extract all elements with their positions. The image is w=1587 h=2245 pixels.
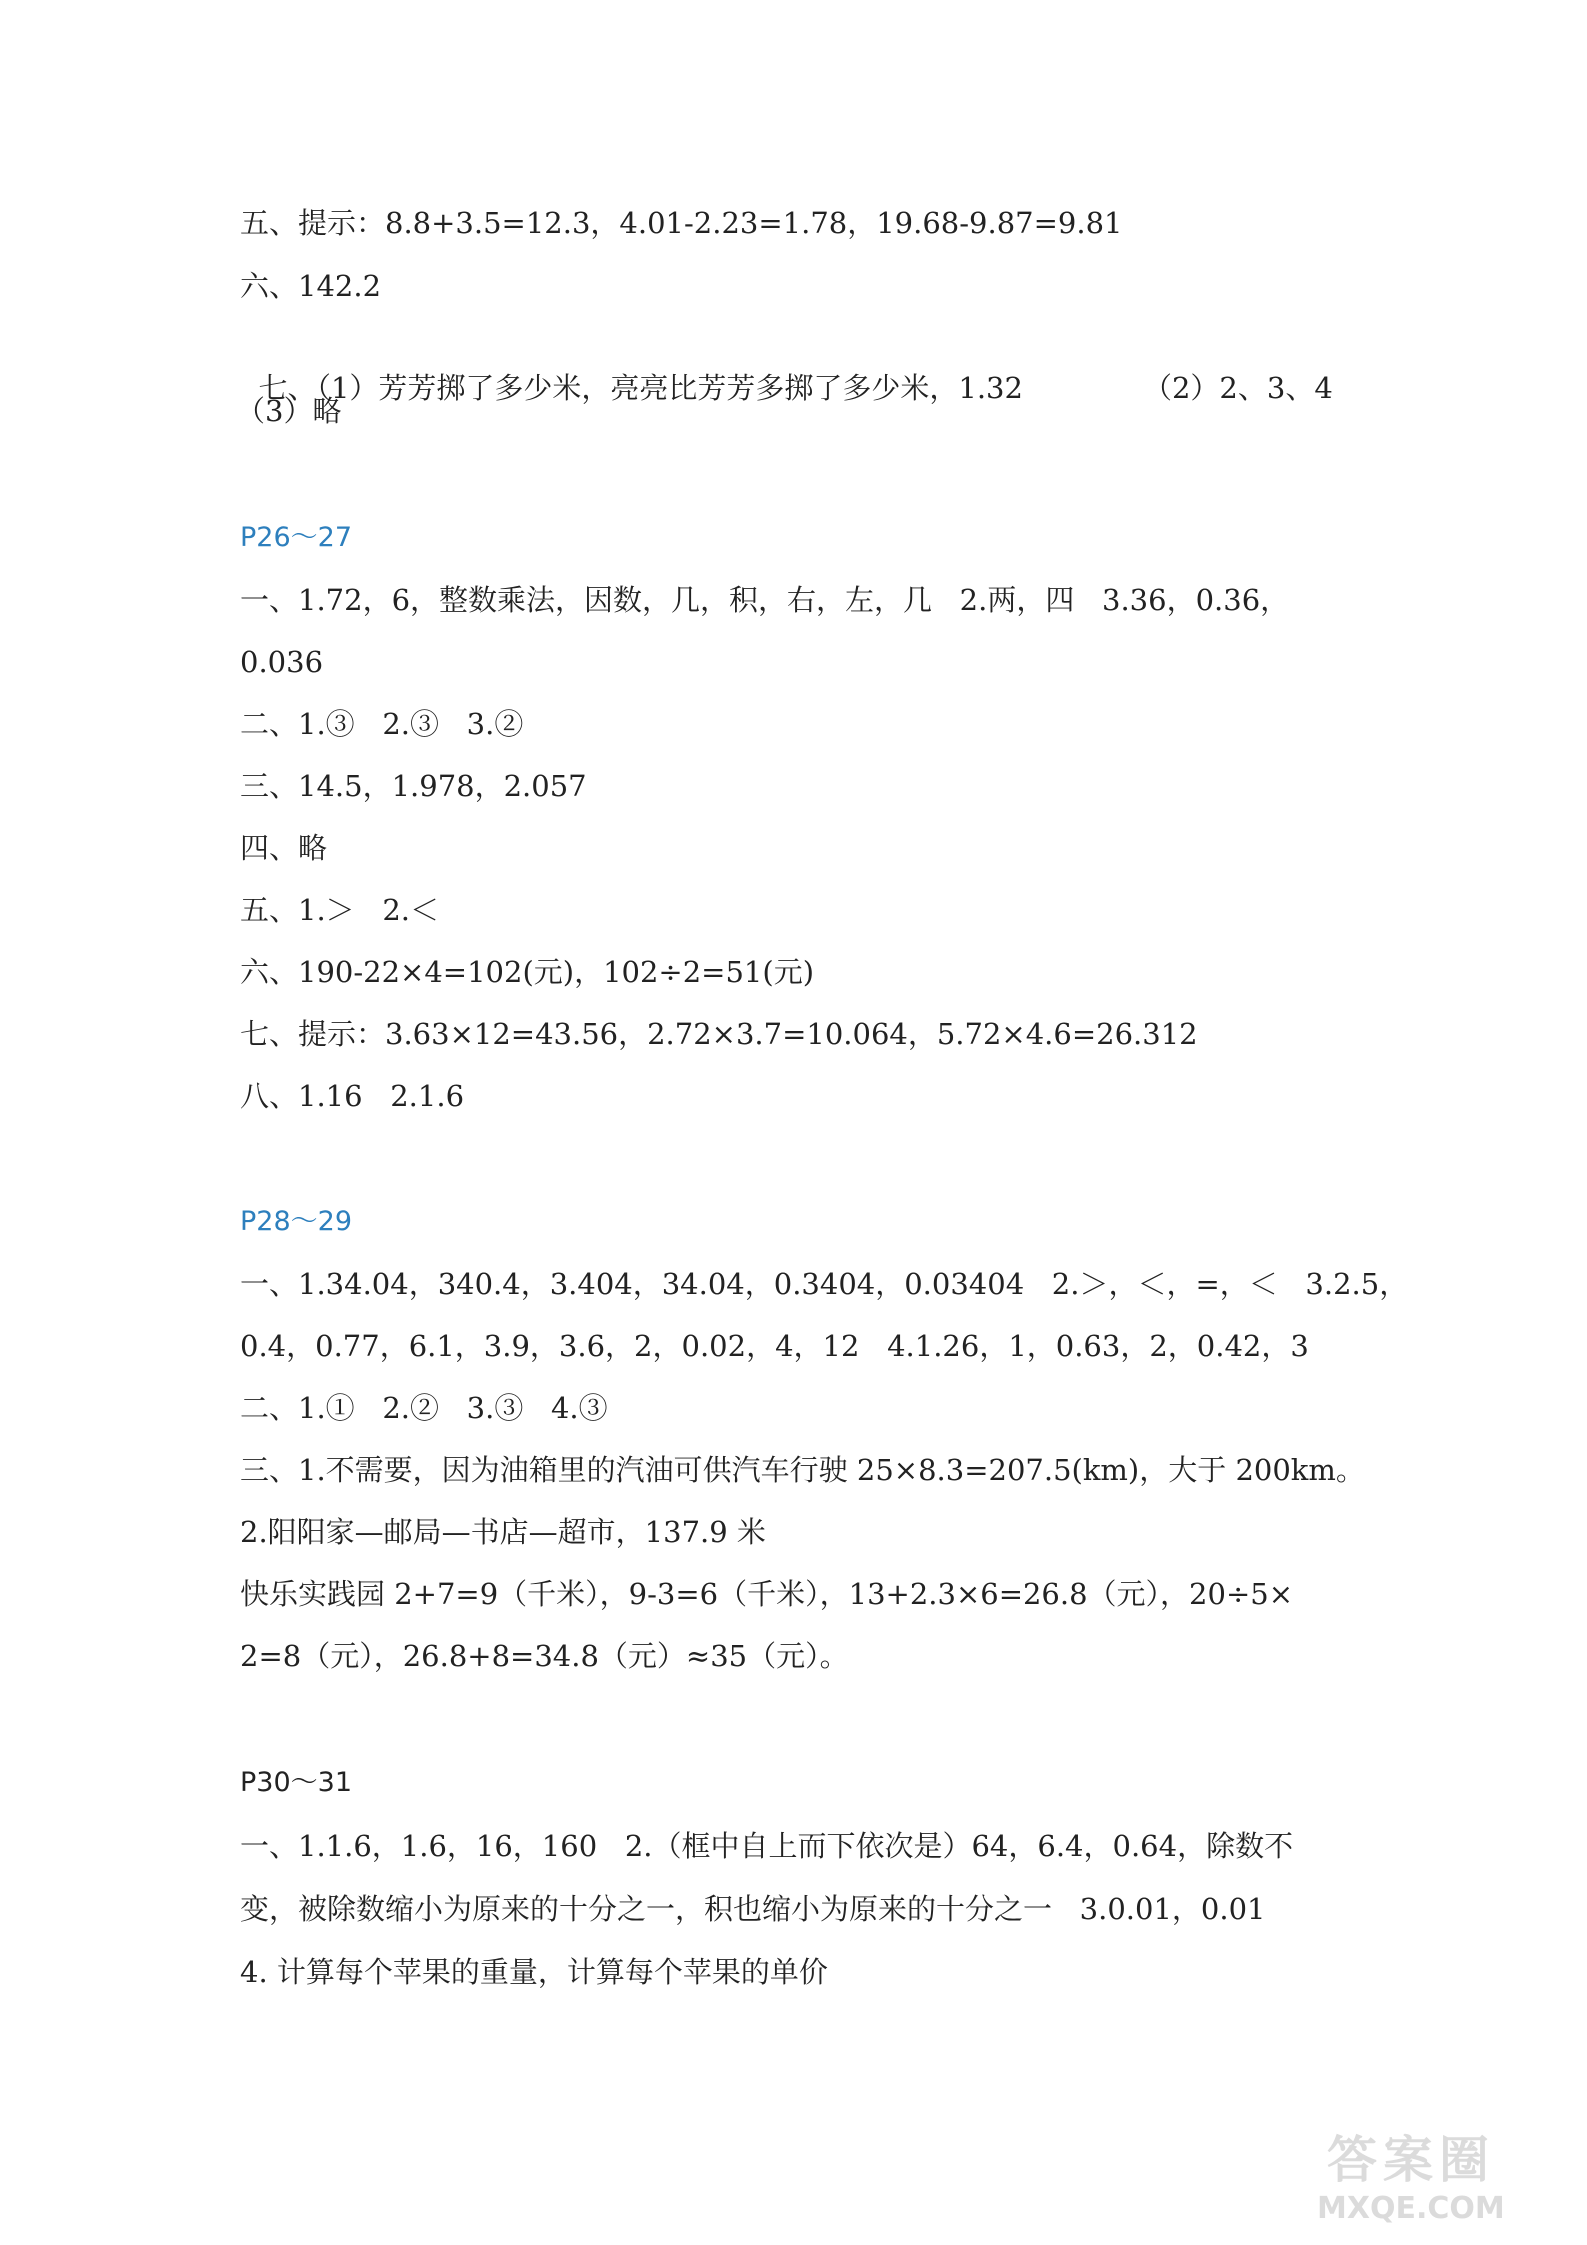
answer-line: 八、1.16 2.1.6 <box>240 1079 465 1113</box>
answer-line: 0.4，0.77，6.1，3.9，3.6，2，0.02，4，12 4.1.26，1，0.63，2，0.42，3 <box>240 1329 1309 1363</box>
answer-line-part: 七、（1）芳芳掷了多少米，亮亮比芳芳多掷了多少米，1.32 <box>258 371 1023 405</box>
section-heading: P30～31 <box>240 1767 352 1798</box>
answer-line: 一、1.34.04，340.4，3.404，34.04，0.3404，0.03404 2.＞，＜，=，＜ 3.2.5， <box>240 1267 1409 1301</box>
watermark <box>1307 2130 1547 2230</box>
answer-line: 七、提示：3.63×12=43.56，2.72×3.7=10.064，5.72×4.6=26.312 <box>240 1017 1198 1051</box>
answer-line: 4. 计算每个苹果的重量，计算每个苹果的单价 <box>240 1955 828 1989</box>
answer-line <box>240 328 1360 408</box>
answer-line: 六、190-22×4=102(元)，102÷2=51(元) <box>240 955 815 989</box>
answer-line: 四、略 <box>240 831 328 865</box>
watermark-url: MXQE.COM <box>1317 2191 1505 2226</box>
answer-line: 三、14.5，1.978，2.057 <box>240 769 587 803</box>
answer-line: 一、1.72，6，整数乘法，因数，几，积，右，左，几 2.两，四 3.36，0.36， <box>240 583 1290 617</box>
answer-line: 五、1.＞ 2.＜ <box>240 893 439 927</box>
answer-line: 三、1.不需要，因为油箱里的汽油可供汽车行驶 25×8.3=207.5(km)，大于 200km。 <box>240 1453 1365 1487</box>
answer-line-part: （2）2、3、4 <box>1142 371 1333 405</box>
answer-line: 2=8（元），26.8+8=34.8（元）≈35（元）。 <box>240 1639 849 1673</box>
answer-line: 二、1.① 2.② 3.③ 4.③ <box>240 1391 608 1425</box>
answer-line: 2.阳阳家—邮局—书店—超市，137.9 米 <box>240 1515 766 1549</box>
answer-line: 变，被除数缩小为原来的十分之一，积也缩小为原来的十分之一 3.0.01，0.01 <box>240 1892 1266 1926</box>
watermark-logo: 答案圈 <box>1327 2131 1495 2189</box>
answer-line: 一、1.1.6，1.6，16，160 2.（框中自上而下依次是）64，6.4，0.64，除数不 <box>240 1829 1294 1863</box>
answer-line: 二、1.③ 2.③ 3.② <box>240 707 524 741</box>
answer-line: 0.036 <box>240 645 324 679</box>
answer-line: （3）略 <box>236 394 342 428</box>
answer-line: 六、142.2 <box>240 269 382 303</box>
answer-line: 快乐实践园 2+7=9（千米），9-3=6（千米），13+2.3×6=26.8（元），20÷5× <box>240 1577 1294 1611</box>
answer-line: 五、提示：8.8+3.5=12.3，4.01-2.23=1.78，19.68-9.87=9.81 <box>240 206 1123 240</box>
section-heading: P28～29 <box>240 1206 352 1237</box>
section-heading: P26～27 <box>240 522 352 553</box>
